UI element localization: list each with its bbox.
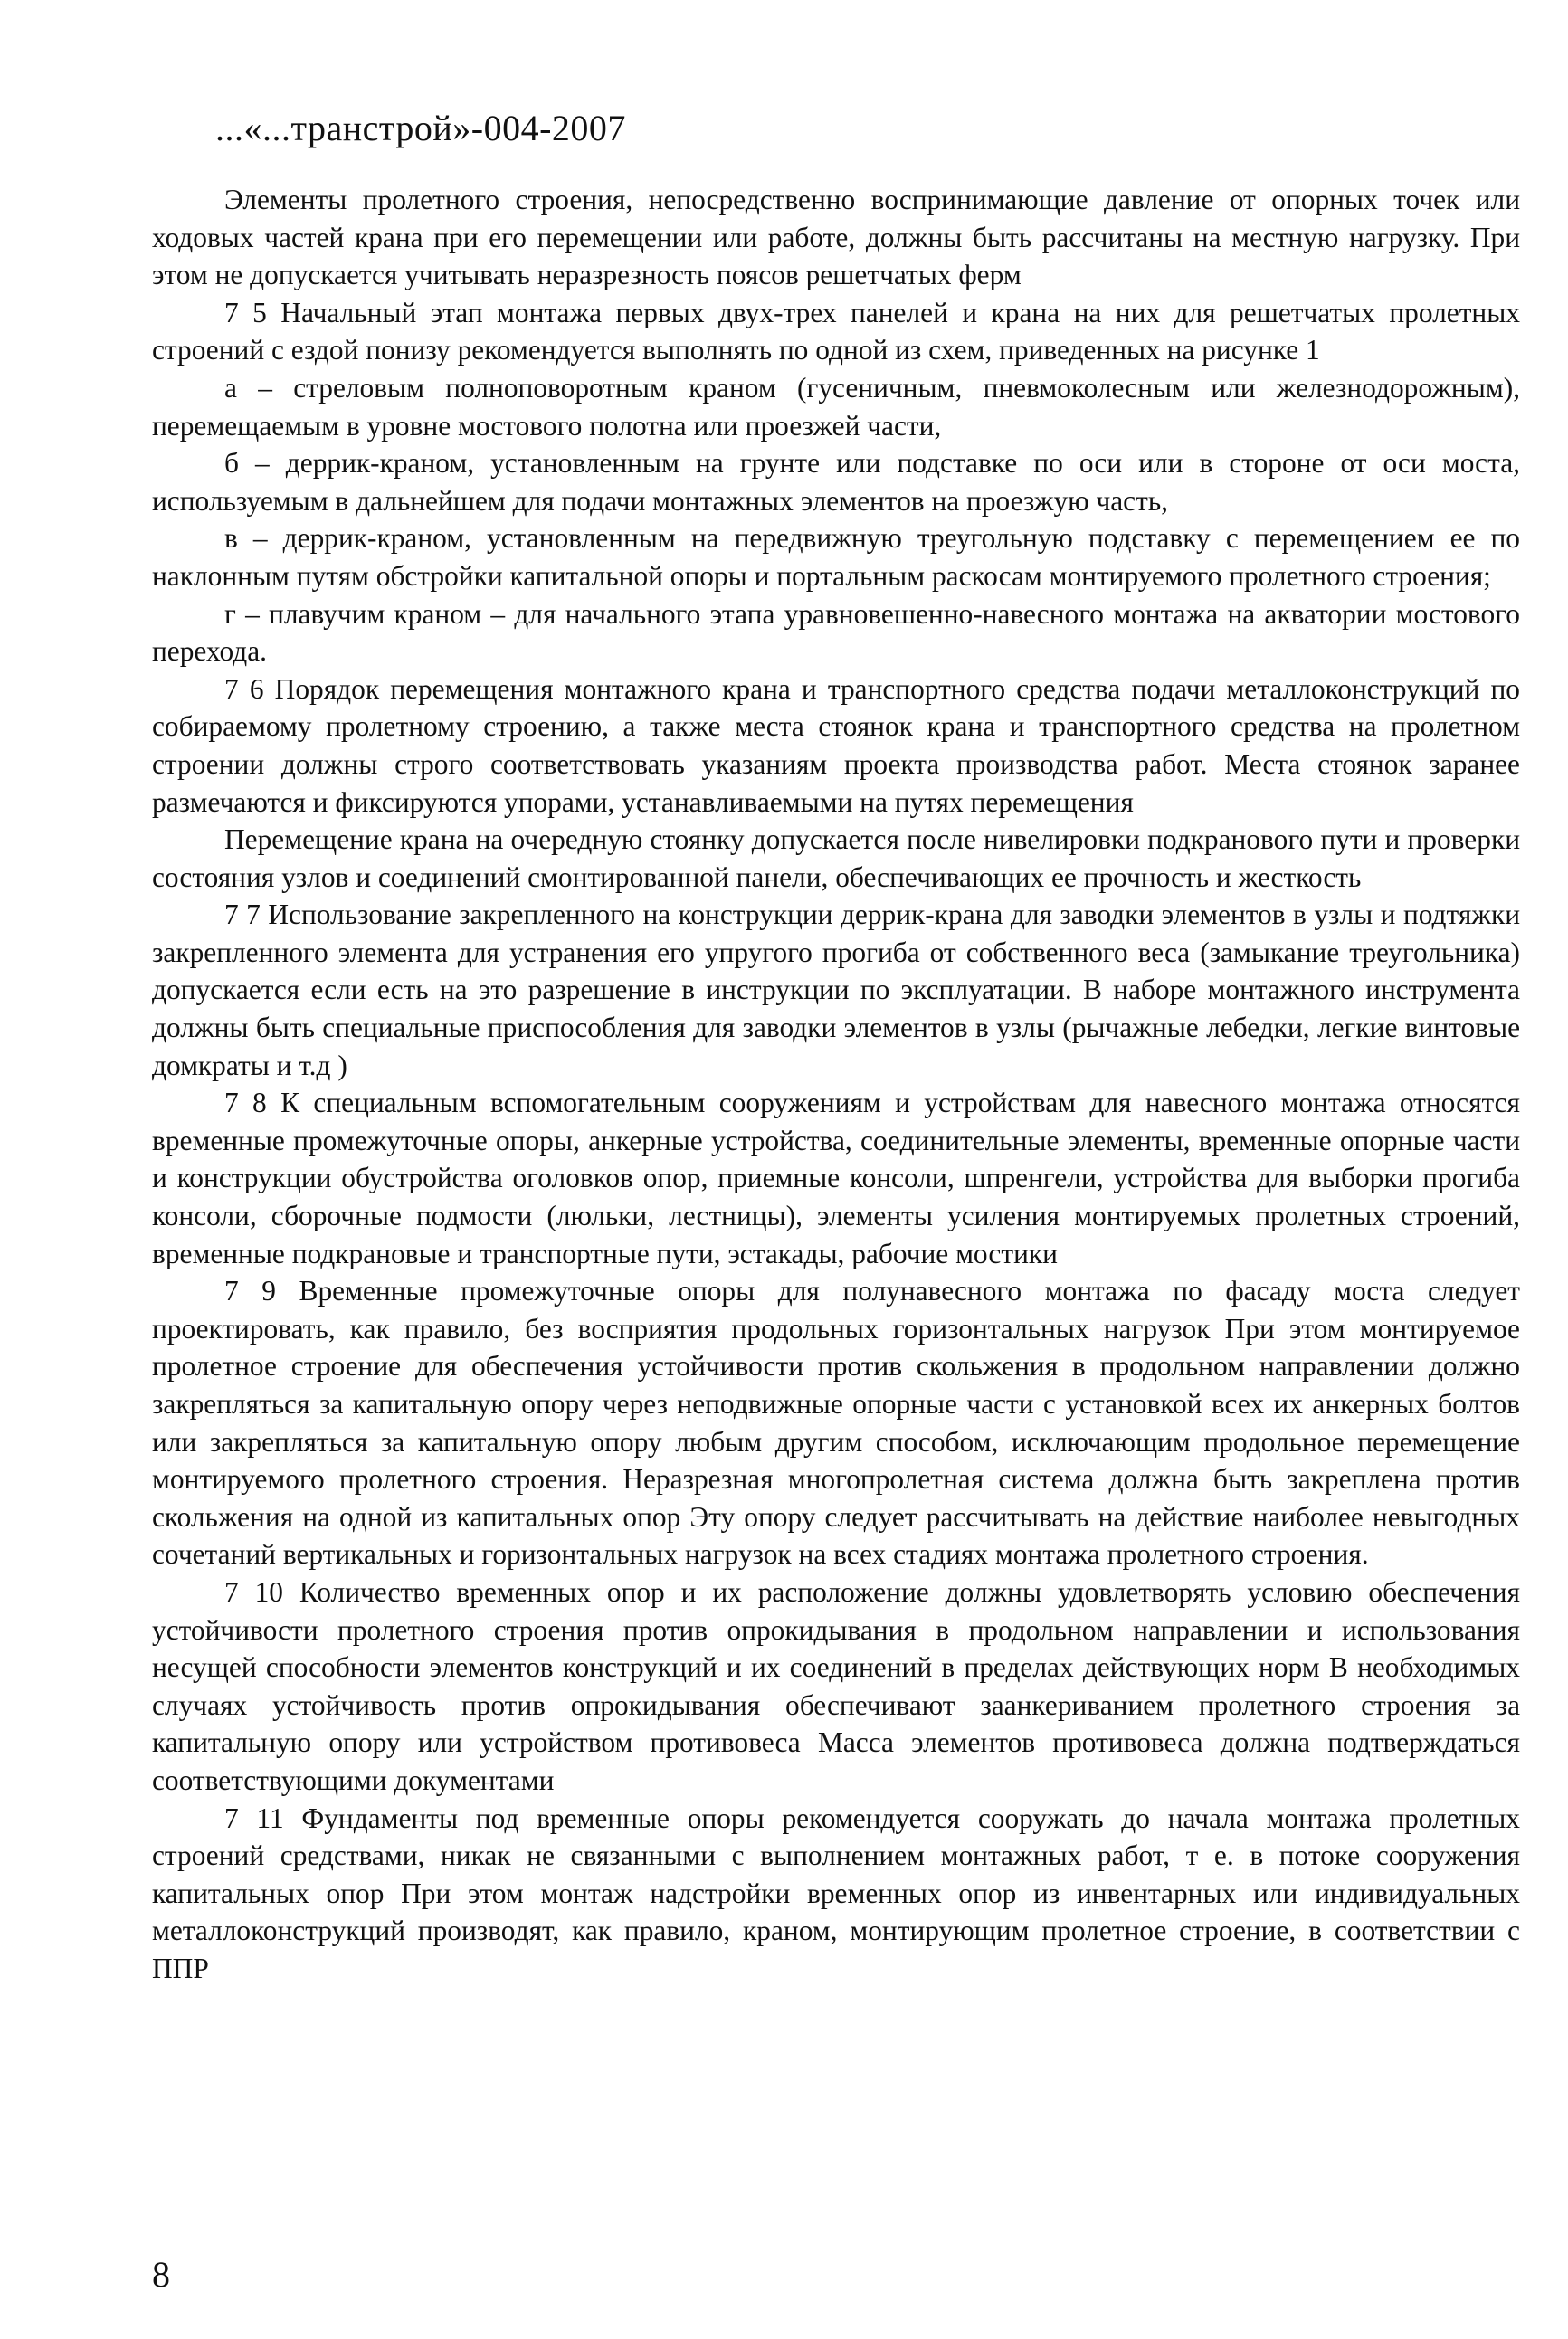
document-page: [152, 107, 1520, 1988]
paragraph-7-9: 7 9 Временные промежуточные опоры для полунавесного монтажа по фасаду моста следует проектировать, как правило, без восприятия продольных горизонтальных нагрузок При этом монтируемое пролетное строение для обеспечения устойчивости против скольжения в продольном направлении должно закрепляться за капитальную опору через неподвижные опорные части с установкой всех их анкерных болтов или закрепляться за капитальную опору любым другим способом, исключающим продольное перемещение монтируемого пролетного строения. Неразрезная многопролетная система должна быть закреплена против скольжения на одной из капитальных опор Эту опору следует рассчитывать на действие наиболее невыгодных сочетаний вертикальных и горизонтальных нагрузок на всех стадиях монтажа пролетного строения.: [152, 1275, 1520, 1571]
paragraph-scheme-b: б – деррик-краном, установленным на грунте или подставке по оси или в стороне от оси моста, используемым в дальнейшем для подачи монтажных элементов на проезжую часть,: [152, 447, 1520, 517]
paragraph-7-8: 7 8 К специальным вспомогательным сооружениям и устройствам для навесного монтажа относятся временные промежуточные опоры, анкерные устройства, соединительные элементы, временные опорные части и конструкции обустройства оголовков опор, приемные консоли, шпренгели, устройства для выборки прогиба консоли, сборочные подмости (люльки, лестницы), элементы усиления монтируемых пролетных строений, временные подкрановые и транспортные пути, эстакады, рабочие мостики: [152, 1087, 1520, 1269]
paragraph-7-5: 7 5 Начальный этап монтажа первых двух-трех панелей и крана на них для решетчатых пролетных строений с ездой понизу рекомендуется выполнять по одной из схем, приведенных на рисунке 1: [152, 296, 1520, 366]
paragraph-scheme-v: в – деррик-краном, установленным на передвижную треугольную подставку с перемещением ее по наклонным путям обстройки капитальной опоры и портальным раскосам монтируемого пролетного строения;: [152, 522, 1520, 592]
paragraph-scheme-a: а – стреловым полноповоротным краном (гусеничным, пневмоколесным или железнодорожным), перемещаемым в уровне мостового полотна или проезжей части,: [152, 371, 1520, 442]
page-number: 8: [152, 2254, 170, 2295]
paragraph-crane-move: Перемещение крана на очередную стоянку допускается после нивелировки подкранового пути и проверки состояния узлов и соединений смонтированной панели, обеспечивающих ее прочность и жесткость: [152, 823, 1520, 893]
paragraph-7-11: 7 11 Фундаменты под временные опоры рекомендуется сооружать до начала монтажа пролетных строений средствами, никак не связанными с выполнением монтажных работ, т е. в потоке сооружения капитальных опор При этом монтаж надстройки временных опор из инвентарных или индивидуальных металлоконструкций производят, как правило, краном, монтирующим пролетное строение, в соответствии с ППР: [152, 1802, 1520, 1984]
paragraph-7-7: 7 7 Использование закрепленного на конструкции деррик-крана для заводки элементов в узлы и подтяжки закрепленного элемента для устранения его упругого прогиба от собственного веса (замыкание треугольника) допускается если есть на это разрешение в инструкции по эксплуатации. В наборе монтажного инструмента должны быть специальные приспособления для заводки элементов в узлы (рычажные лебедки, легкие винтовые домкраты и т.д ): [152, 899, 1520, 1081]
paragraph-7-6: 7 6 Порядок перемещения монтажного крана и транспортного средства подачи металлоконструкций по собираемому пролетному строению, а также места стоянок крана и транспортного средства на пролетном строении должны строго соответствовать указаниям проекта производства работ. Места стоянок заранее размечаются и фиксируются упорами, устанавливаемыми на путях перемещения: [152, 672, 1520, 818]
paragraph-7-10: 7 10 Количество временных опор и их расположение должны удовлетворять условию обеспечения устойчивости пролетного строения против опрокидывания в продольном направлении и использования несущей способности элементов конструкций и их соединений в пределах действующих норм В необходимых случаях устойчивость против опрокидывания обеспечивают заанкериванием пролетного строения за капитальную опору или устройством противовеса Масса элементов противовеса должна подтверждаться соответствующими документами: [152, 1575, 1520, 1796]
paragraph-local-load: Элементы пролетного строения, непосредственно воспринимающие давление от опорных точек или ходовых частей крана при его перемещении или работе, должны быть рассчитаны на местную нагрузку. При этом не допускается учитывать неразрезность поясов решетчатых ферм: [152, 184, 1520, 291]
paragraph-scheme-g: г – плавучим краном – для начального этапа уравновешенно-навесного монтажа на акватории мостового перехода.: [152, 597, 1520, 668]
document-header: ...«...транстрой»-004-2007: [215, 108, 626, 148]
